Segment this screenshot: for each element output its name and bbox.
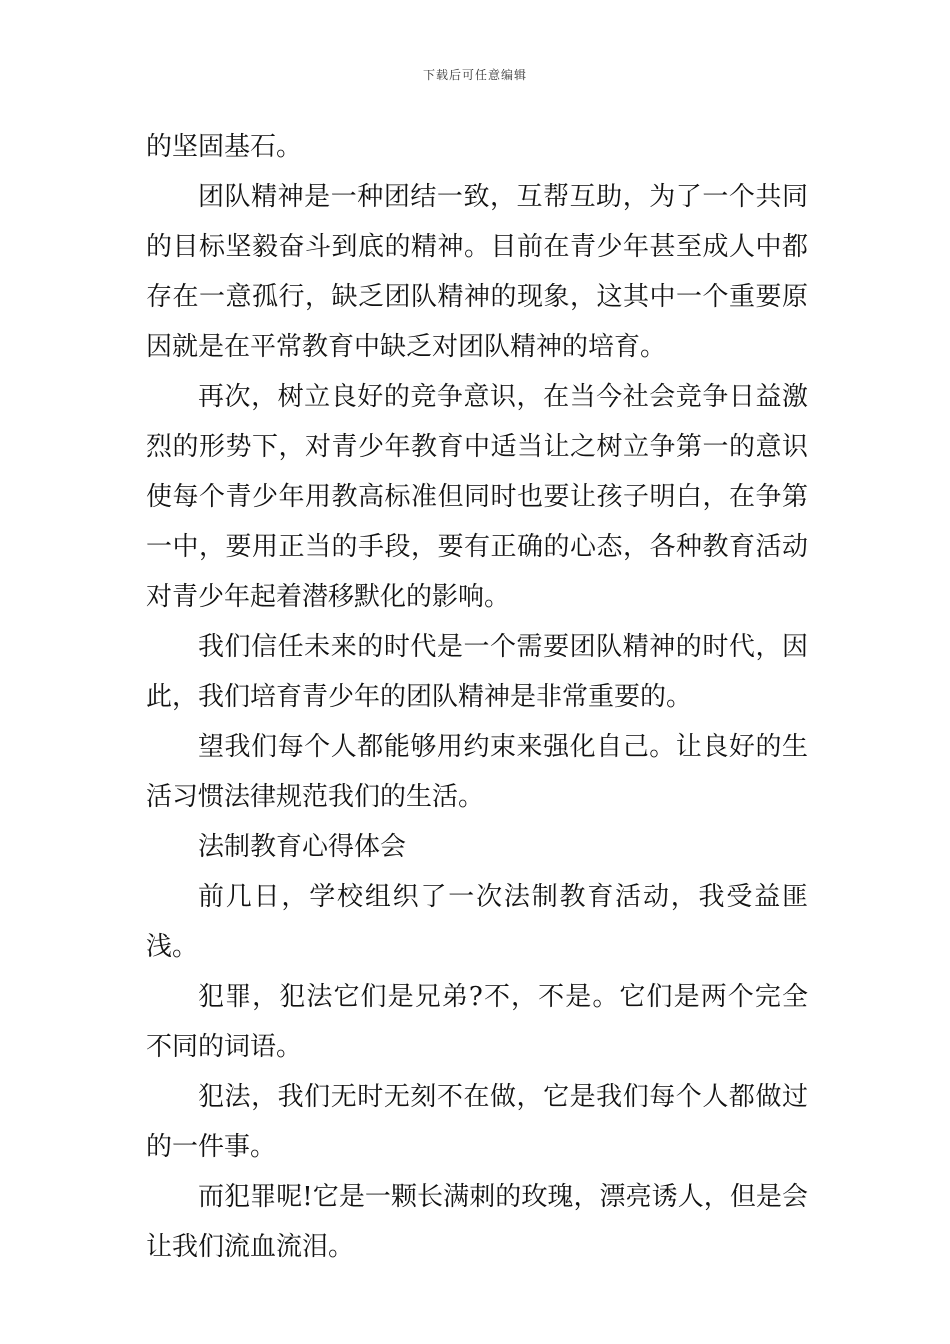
- paragraph-2: 团队精神是一种团结一致，互帮互助，为了一个共同的目标坚毅奋斗到底的精神。目前在青少年甚至成人中都存在一意孤行，缺乏团队精神的现象，这其中一个重要原因就是在平常教育中缺乏对团队精神的培育。: [146, 182, 808, 362]
- document-body: [146, 122, 808, 1272]
- paragraph-5: 望我们每个人都能够用约束来强化自己。让良好的生活习惯法律规范我们的生活。: [146, 732, 808, 812]
- page-header: 下载后可任意编辑: [422, 68, 527, 82]
- section-title: 法制教育心得体会: [198, 832, 407, 862]
- paragraph-1: 的坚固基石。: [146, 132, 303, 162]
- paragraph-3: 再次，树立良好的竞争意识，在当今社会竞争日益激烈的形势下，对青少年教育中适当让之树立争第一的意识使每个青少年用教高标准但同时也要让孩子明白，在争第一中，要用正当的手段，要有正确的心态，各种教育活动对青少年起着潜移默化的影响。: [146, 382, 808, 612]
- paragraph-7: 前几日，学校组织了一次法制教育活动，我受益匪浅。: [146, 882, 808, 962]
- paragraph-9: 犯法，我们无时无刻不在做，它是我们每个人都做过的一件事。: [146, 1082, 808, 1162]
- paragraph-10: 而犯罪呢!它是一颗长满刺的玫瑰，漂亮诱人，但是会让我们流血流泪。: [146, 1182, 808, 1262]
- paragraph-4: 我们信任未来的时代是一个需要团队精神的时代，因此，我们培育青少年的团队精神是非常重要的。: [146, 632, 808, 712]
- paragraph-8: 犯罪，犯法它们是兄弟?不，不是。它们是两个完全不同的词语。: [146, 982, 808, 1062]
